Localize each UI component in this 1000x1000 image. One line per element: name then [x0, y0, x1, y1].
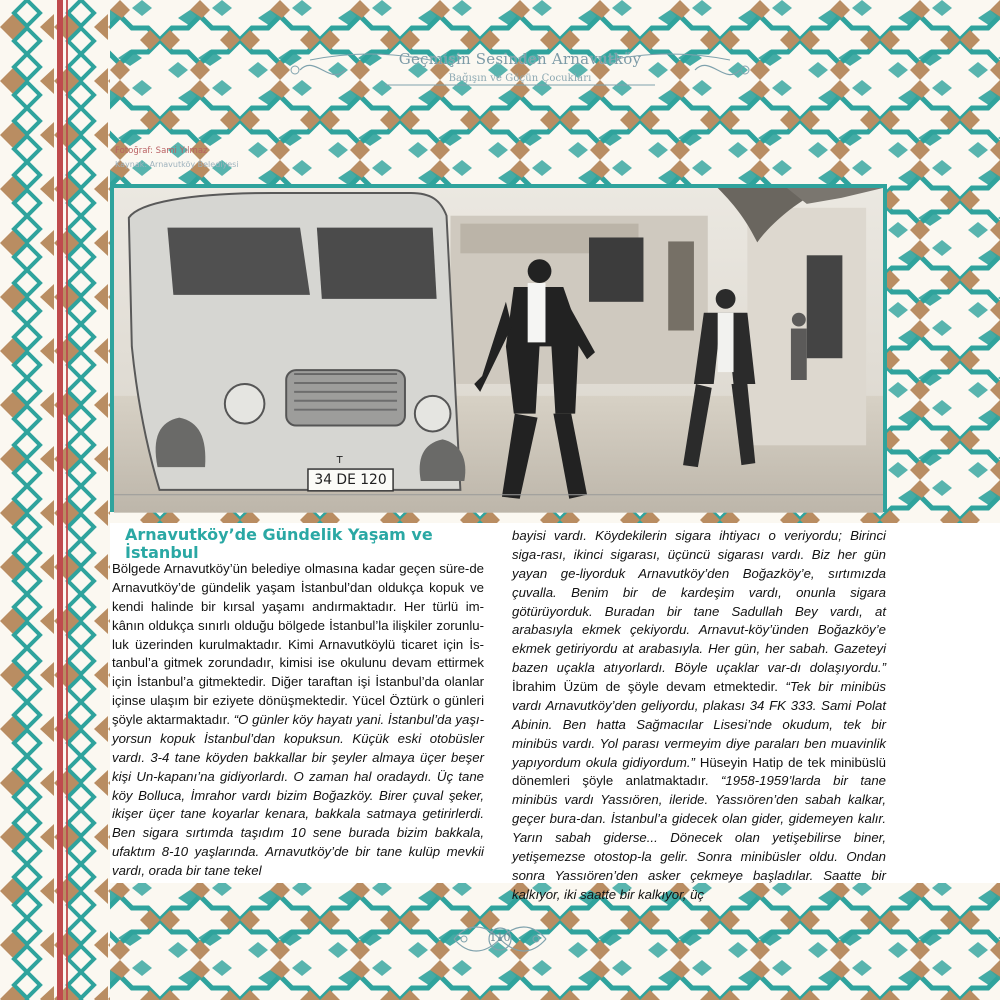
- left-red-rule-thick: [57, 0, 63, 1000]
- page-number: 110: [489, 931, 511, 944]
- article-right-quote-1: bayisi vardı. Köydekilerin sigara ihtiyacı o veriyordu; Birinci siga-rası, ikinci sigarası, üçüncü sigarası vardı. Biz her gün yayan ge-liyorduk Arnavutköy’den Boğazköy’e, sırtımızda çuvalla. Benim bir de kardeşim vardı, onunla sigara götürüyorduk. Buradan bir tane Sadullah Bey vardı, at arabasıyla ekmek çekiyordu. Arnavut-köy’ünden Boğazköy’e ekmek getiriyordu at arabasıyla. Her gün, her sabah. Gazeteyi bazen uçakla atıyorlardı. Böyle uçaklar var-dı dolaşıyordu.”: [512, 528, 886, 676]
- page-header: [270, 42, 770, 102]
- article-right-plain-2: Hüseyin Hatip de tek minibüslü dönemleri şöyle anlatmaktadır.: [512, 754, 886, 789]
- photo-credit-source: Kaynak: Arnavutköy Belediyesi: [115, 160, 239, 169]
- license-plate-text: 34 DE 120: [314, 471, 387, 488]
- article-left-quote: “O günler köy hayatı yani. İstanbul’da yaşı-yorsun kopuk İstanbul’dan kopuksun. Küçük eski otobüsler vardı. 3-4 tane köyden bakkallar bir şeyler almaya üçer beşer kişi Un-kapanı’na gidiyorlardı. O zaman hal oradaydı. Üç tane köy Bolluca, İmrahor vardı bizim Boğazköy. Birer çuval şeker, ikişer üçer tane koyarlar kenara, bakkala satmaya getirirlerdi. Ben sigara sırtımda taşıdım 10 sene burada bizim bakkala, ufaktım 8-10 yaşlarında. Arnavutköy’de bir tane kulüp mevkii vardı, orada bir tane tekel: [112, 712, 484, 878]
- photo-credit-photographer: Fotoğraf: Sami Yılmaz: [115, 146, 208, 156]
- historical-photo-frame: [110, 184, 887, 512]
- article-right-quote-3: “1958-1959’larda bir tane minibüs vardı Yassıören, ileride. Yassıören’den sabah kalkar, geçer bura-dan. İstanbul’a gidecek olan gider, gidemeyen kalır. Yarın sabah giderse... Dönecek olan yetişebilirse biner, yetişemezse otostop-la gelir. Sonra minibüsler oldu. Ondan sonra Yassıören’den asker çekmeye başladılar. Saatte bir kalkıyor, iki saatte bir kalkıyor, üç: [512, 773, 886, 902]
- article-heading: Arnavutköy’de Gündelik Yaşam ve İstanbul: [125, 525, 433, 562]
- license-plate-top-text: T: [336, 455, 343, 467]
- article-right-column: [512, 527, 886, 905]
- header-subtitle: Bağışın ve Göçün Çocukları: [448, 73, 592, 84]
- article-left-plain-text: Bölgede Arnavutköy’ün belediye olmasına kadar geçen süre-de Arnavutköy’de gündelik yaşam İstanbul’dan oldukça kopuk ve kendi halinde bir kırsal yaşamı andırmaktadır. Her türlü im-kânın oldukça sınırlı olduğu bölgede İstanbul’la ilişkiler zorunlu-luk üzerinden kurulmaktadır. Kimi Arnavutköylü ticaret için İs-tanbul’a gitmek zorundadır, kimisi ise okulunu devam ettirmek için İstanbul’a gitmektedir. Diğer taraftan işi İstanbul’da olanlar içinse ulaşım bir eziyete dönüşmektedir. Yücel Öztürk o günleri şöyle aktarmaktadır.: [112, 561, 484, 727]
- historical-photo: [114, 188, 883, 513]
- header-title: Geçmişin Sesinden Arnavutköy: [398, 50, 642, 68]
- footer-ornament: [446, 913, 554, 965]
- left-red-rule-thin: [66, 0, 68, 1000]
- article-left-column: [112, 560, 484, 881]
- article-left-paragraph: [112, 560, 484, 881]
- article-right-plain-1: İbrahim Üzüm de şöyle devam etmektedir.: [512, 679, 786, 694]
- article-right-quote-2: “Tek bir minibüs vardı Arnavutköy’den geliyordu, plakası 34 FK 333. Sami Polat Abinin. Ben hatta Sağmacılar Lisesi’nde okudum, tek bir minibüs vardı. Yol parası vermeyim diye paraları ben muavinlik yapıyordum okula gidiyordum.”: [512, 679, 887, 770]
- article-right-paragraph: [512, 527, 886, 905]
